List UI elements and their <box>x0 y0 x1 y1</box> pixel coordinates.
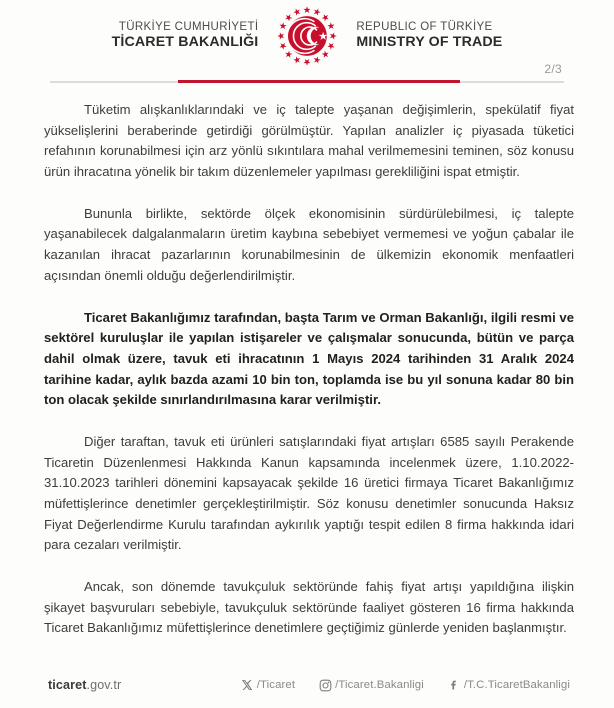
website-rest-part: .gov.tr <box>86 678 122 692</box>
page-number: 2/3 <box>544 62 562 76</box>
body-paragraph-3-highlight: Ticaret Bakanlığımız tarafından, başta Tarım ve Orman Bakanlığı, ilgili resmi ve sektörel kuruluşlar ile yapılan istişareler ve çalışmalar sonucunda, bütün ve parça dahil olmak üzere, tavuk eti ihracatının 1 Mayıs 2024 tarihinden 31 Aralık 2024 tarihine kadar, aylık bazda azami 10 bin ton, toplamda ise bu yıl sonuna kadar 80 bin ton olacak şekilde sınırlandırılmasına karar verilmiştir. <box>44 309 574 408</box>
brand-turkish-line1: TÜRKİYE CUMHURİYETİ <box>118 20 259 33</box>
social-link-facebook[interactable] <box>448 679 570 692</box>
document-body <box>0 88 614 639</box>
website-link[interactable] <box>48 678 121 692</box>
body-paragraph-2: Bununla birlikte, sektörde ölçek ekonomisinin sürdürülebilmesi, iç talepte yaşanabilecek dalgalanmaların üretim kaybına sebebiyet vermemesi ve yoğun çabalar ile kazanılan ihracat pazarlarının korunabilmesinin de ülkemizin ekonomik menfaatleri açısından önemli olduğu değerlendirilmiştir. <box>44 205 574 283</box>
brand-english-line2: MINISTRY OF TRADE <box>356 34 503 51</box>
brand-turkish <box>112 21 259 51</box>
body-paragraph-5: Ancak, son dönemde tavukçuluk sektöründe fahiş fiyat artışı yapıldığına ilişkin şikayet başvuruları sebebiyle, tavukçuluk sektöründe faaliyet gösteren 16 firma hakkında Ticaret Bakanlığımız müfettişlerince denetimlere geçtiğimiz günlerde yeniden başlanmıştır. <box>44 579 574 636</box>
x-twitter-icon <box>241 679 254 692</box>
brand-turkish-line2: TİCARET BAKANLIĞI <box>111 34 259 51</box>
social-link-instagram[interactable] <box>319 679 424 692</box>
document-footer <box>0 662 614 708</box>
divider-line-red <box>178 80 460 83</box>
social-handle-instagram: /Ticaret.Bakanligi <box>335 679 424 691</box>
social-handle-facebook: /T.C.TicaretBakanligi <box>463 679 570 691</box>
body-paragraph-4: Diğer taraftan, tavuk eti ürünleri satışlarındaki fiyat artışları 6585 sayılı Perakende Ticaretin Düzenlenmesi Hakkında Kanun kapsamında incelenmek üzere, 1.10.2022-31.10.2023 tarihleri dönemini kapsayacak şekilde 16 üretici firmaya Ticaret Bakanlığımız müfettişlerince denetimler gerçekleştirilmiştir. Söz konusu denetimler sonucunda Haksız Fiyat Değerlendirme Kurulu tarafından aykırılık yaptığı tespit edilen 8 firma hakkında idari para cezaları verilmiştir. <box>44 433 574 553</box>
website-bold-part: ticaret <box>48 678 87 692</box>
document-header <box>0 0 614 62</box>
social-handle-x: /Ticaret <box>256 679 296 691</box>
social-links <box>241 679 570 692</box>
social-link-x[interactable] <box>241 679 295 692</box>
instagram-icon <box>319 679 332 692</box>
brand-english <box>356 21 502 51</box>
header-divider <box>10 62 604 88</box>
facebook-icon <box>448 679 461 692</box>
turkish-ministry-of-trade-emblem-icon <box>276 5 338 67</box>
brand-english-line1: REPUBLIC OF TÜRKİYE <box>356 20 493 33</box>
body-paragraph-1: Tüketim alışkanlıklarındaki ve iç talepte yaşanan değişimlerin, spekülatif fiyat yükselişlerini beraberinde getirdiği görülmüştür. Yapılan analizler iç piyasada tüketici refahının korunabilmesi için arz yönlü sıkıntılara mahal verilmemesini teminen, söz konusu ürün ihracatına yönelik bir takım düzenlemeler yapılması gerekliliğini ispat etmiştir. <box>44 102 574 180</box>
